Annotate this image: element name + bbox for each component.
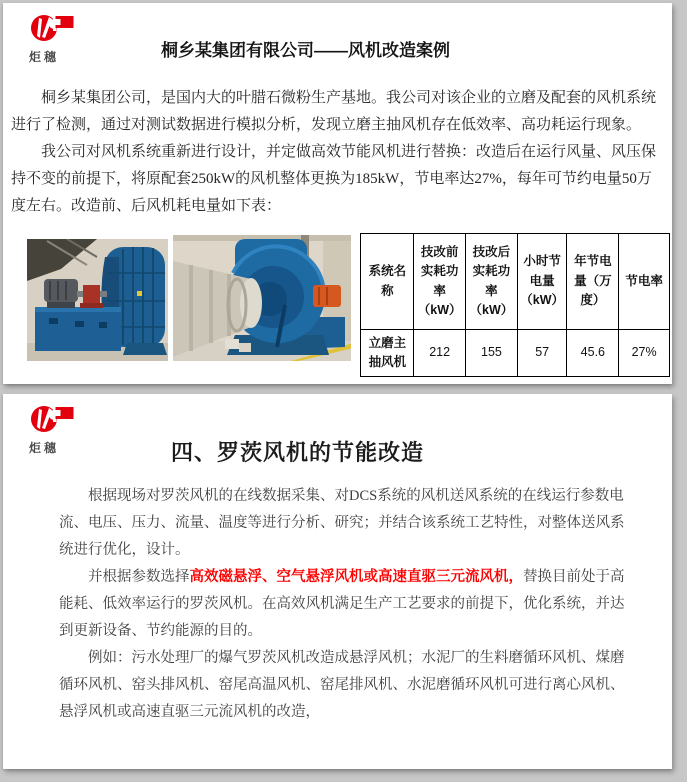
table-header-cell: 节电率 [619, 234, 670, 330]
table-cell: 155 [466, 330, 518, 377]
table-header-row [361, 234, 670, 330]
logo-flame-icon [29, 30, 75, 47]
table-cell: 57 [517, 330, 567, 377]
fan-after-illustration [173, 235, 352, 361]
fan-photo-before [27, 239, 168, 361]
paragraph-text: 并根据参数选择 [88, 568, 190, 585]
logo-flame-icon [29, 421, 75, 438]
document-page-1 [3, 3, 672, 384]
table-row [361, 330, 670, 377]
paragraph-text: 替换目前处于高能耗、低效率运行的罗茨风机。在高效风机满足生产工艺要求的前提下，优化系统，并达到更新设备、节约能源的目的。 [59, 568, 625, 639]
paragraph [59, 564, 630, 645]
page2-title: 四、罗茨风机的节能改造 [170, 440, 424, 465]
logo-text: 炬穗 [29, 441, 60, 455]
document-page-2 [3, 394, 672, 769]
page2-body [59, 483, 630, 726]
highlighted-text: 高效磁悬浮、空气悬浮风机或高速直驱三元流风机， [189, 568, 523, 585]
paragraph: 我公司对风机系统重新进行设计，并定做高效节能风机进行替换：改造后在运行风量、风压保持不变的前提下，将原配套250kW的风机整体更换为185kW，节电率达27%，每年可节约电量50万度左右。改造前、后风机耗电量如下表： [11, 144, 657, 214]
paragraph: 根据现场对罗茨风机的在线数据采集、对DCS系统的风机送风系统的在线运行参数电流、电压、压力、流量、温度等进行分析、研究；并结合该系统工艺特性，对整体送风系统进行优化，设计。 [59, 488, 625, 558]
table-cell: 27% [619, 330, 670, 377]
table-cell: 212 [414, 330, 466, 377]
logo-text: 炬穗 [29, 50, 60, 64]
fan-photo-after [173, 235, 352, 361]
paragraph: 桐乡某集团公司，是国内大的叶腊石微粉生产基地。我公司对该企业的立磨及配套的风机系统进行了检测，通过对测试数据进行模拟分析，发现立磨主抽风机存在低效率、高功耗运行现象。 [11, 90, 657, 133]
company-logo [29, 402, 85, 456]
power-consumption-table [360, 233, 670, 377]
table-header-cell: 系统名称 [361, 234, 414, 330]
page1-title: 桐乡某集团有限公司——风机改造案例 [161, 41, 450, 60]
table-cell: 立磨主抽风机 [361, 330, 414, 377]
table-cell: 45.6 [567, 330, 619, 377]
table-header-cell: 技改前实耗功率（kW） [414, 234, 466, 330]
table-header-cell: 小时节电量（kW） [517, 234, 567, 330]
table-header-cell: 年节电量（万度） [567, 234, 619, 330]
photos-and-table-row [27, 233, 670, 377]
company-logo [29, 11, 85, 65]
page1-body [11, 85, 662, 220]
paragraph: 例如：污水处理厂的爆气罗茨风机改造成悬浮风机；水泥厂的生料磨循环风机、煤磨循环风机、窑头排风机、窑尾高温风机、窑尾排风机、水泥磨循环风机可进行离心风机、悬浮风机或高速直驱三元流风机的改造， [59, 649, 625, 720]
fan-before-illustration [27, 239, 168, 361]
table-header-cell: 技改后实耗功率（kW） [466, 234, 518, 330]
